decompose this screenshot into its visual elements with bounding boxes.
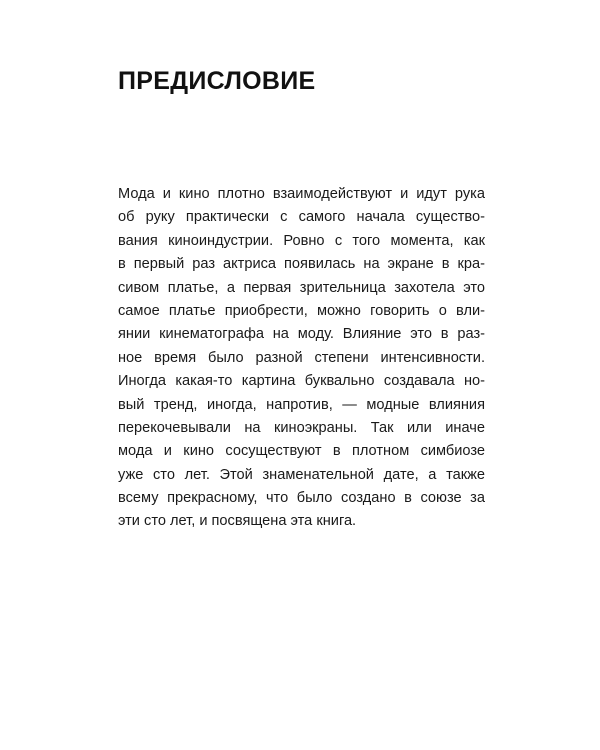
- text-line: Иногда какая-то картина буквально создавала но-: [118, 373, 485, 390]
- text-line: в первый раз актриса появилась на экране в кра-: [118, 256, 485, 273]
- text-line: самое платье приобрести, можно говорить о вли-: [118, 302, 485, 319]
- text-line: эти сто лет, и посвящена эта книга.: [118, 513, 357, 530]
- text-line: вый тренд, иногда, напротив, — модные влияния: [118, 396, 485, 413]
- text-line: всему прекрасному, что было создано в союзе за: [118, 490, 485, 507]
- text-line: сивом платье, а первая зрительница захотела это: [118, 279, 485, 296]
- text-line: уже сто лет. Этой знаменательной дате, а также: [118, 466, 485, 483]
- text-line: мода и кино сосуществуют в плотном симбиозе: [118, 443, 485, 460]
- text-line: вания киноиндустрии. Ровно с того момента, как: [118, 232, 485, 249]
- page-title: ПРЕДИСЛОВИЕ: [118, 67, 316, 95]
- text-line: об руку практически с самого начала существо-: [118, 209, 485, 226]
- preface-paragraph: [118, 183, 485, 534]
- text-line: ное время было разной степени интенсивности.: [118, 349, 485, 366]
- text-line: Мода и кино плотно взаимодействуют и идут рука: [118, 186, 485, 202]
- text-line: перекочевывали на киноэкраны. Так или иначе: [118, 419, 485, 436]
- text-line: янии кинематографа на моду. Влияние это в раз-: [118, 326, 485, 343]
